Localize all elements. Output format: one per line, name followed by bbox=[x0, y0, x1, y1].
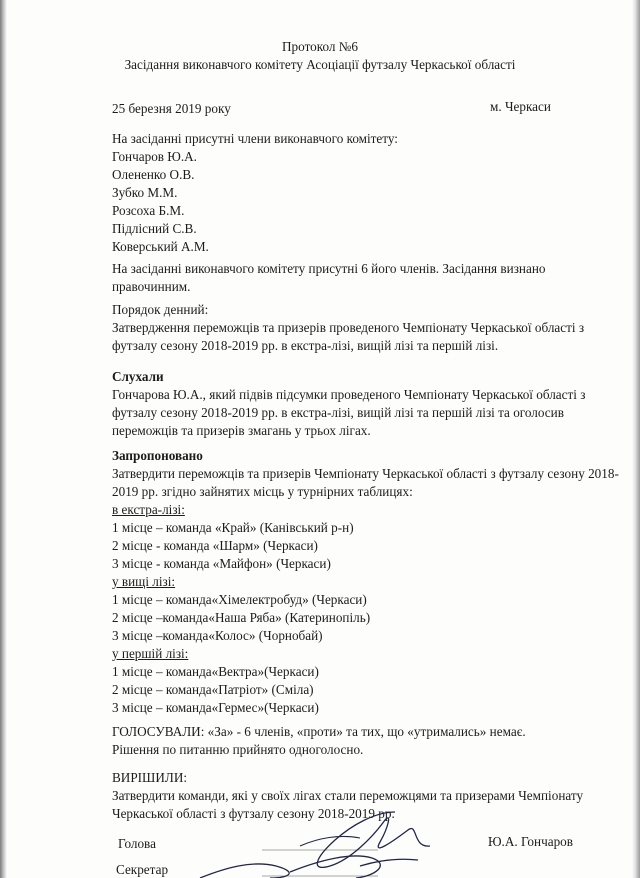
heard-text: футзалу сезону 2018-2019 рр. в екстра-лізі, вищій лізі та першій лізі та оголосив bbox=[112, 405, 564, 420]
proposed-heading: Запропоновано bbox=[112, 448, 203, 463]
document-city: м. Черкаси bbox=[490, 99, 551, 114]
place-entry: 2 місце - команда «Шарм» (Черкаси) bbox=[112, 538, 318, 553]
place-entry: 3 місце – команда«Гермес»(Черкаси) bbox=[112, 700, 319, 715]
quorum-text: На засіданні виконавчого комітету присутні 6 його членів. Засідання визнано bbox=[112, 261, 546, 276]
attendance-intro: На засіданні присутні члени виконавчого комітету: bbox=[112, 131, 398, 146]
member-name: Гончаров Ю.А. bbox=[112, 149, 197, 164]
member-name: Підлісний С.В. bbox=[112, 221, 197, 236]
decision-text: Черкаської області з футзалу сезону 2018-2019 рр. bbox=[112, 806, 395, 821]
heard-heading: Слухали bbox=[112, 369, 164, 384]
document-subtitle: Засідання виконавчого комітету Асоціації футзалу Черкаської області bbox=[124, 57, 516, 72]
place-entry: 2 місце –команда«Наша Ряба» (Катеринопіль) bbox=[112, 610, 371, 625]
chair-name: Ю.А. Гончаров bbox=[488, 834, 573, 849]
agenda-text: Затвердження переможців та призерів проведеного Чемпіонату Черкаської області з bbox=[112, 320, 585, 335]
member-name: Коверський А.М. bbox=[112, 239, 209, 254]
league-name: у вищі лізі: bbox=[112, 574, 176, 589]
member-name: Розсоха Б.М. bbox=[112, 203, 185, 218]
decision-text: Затвердити команди, які у своїх лігах стали переможцями та призерами Чемпіонату bbox=[112, 788, 584, 803]
chair-label: Голова bbox=[118, 836, 156, 851]
chair-signature-stroke bbox=[300, 836, 360, 846]
quorum-text: правочинним. bbox=[112, 279, 191, 294]
document-date: 25 березня 2019 року bbox=[112, 101, 231, 116]
secretary-signature bbox=[200, 856, 418, 878]
proposed-text: 2019 рр. згідно зайнятих місць у турнірних таблицях: bbox=[112, 484, 413, 499]
vote-text: Рішення по питанню прийнято одноголосно. bbox=[112, 742, 364, 757]
heard-text: Гончарова Ю.А., який підвів підсумки проведеного Чемпіонату Черкаської області з bbox=[112, 387, 586, 402]
place-entry: 3 місце - команда «Майфон» (Черкаси) bbox=[112, 556, 331, 571]
league-name: в екстра-лізі: bbox=[112, 502, 185, 517]
scan-edge-left bbox=[0, 0, 7, 878]
proposed-text: Затвердити переможців та призерів Чемпіонату Черкаської області з футзалу сезону 2018- bbox=[112, 466, 619, 481]
scan-edge-right bbox=[632, 0, 640, 878]
vote-text: ГОЛОСУВАЛИ: «За» - 6 членів, «проти» та тих, що «утримались» немає. bbox=[112, 724, 526, 739]
place-entry: 1 місце – команда «Край» (Канівський р-н) bbox=[112, 520, 354, 535]
league-name: у першій лізі: bbox=[112, 646, 189, 661]
place-entry: 2 місце – команда«Патріот» (Сміла) bbox=[112, 682, 314, 697]
document-title: Протокол №6 bbox=[282, 39, 358, 54]
place-entry: 1 місце – команда«Вектра»(Черкаси) bbox=[112, 664, 319, 679]
member-name: Зубко М.М. bbox=[112, 185, 178, 200]
agenda-text: футзалу сезону 2018-2019 рр. в екстра-лізі, вищій лізі та першій лізі. bbox=[112, 338, 499, 353]
decision-heading: ВИРІШИЛИ: bbox=[112, 770, 188, 785]
agenda-heading: Порядок денний: bbox=[112, 302, 209, 317]
place-entry: 3 місце –команда«Колос» (Чорнобай) bbox=[112, 628, 323, 643]
secretary-label: Секретар bbox=[116, 862, 169, 877]
heard-text: переможців та призерів змагань у трьох лігах. bbox=[112, 423, 371, 438]
place-entry: 1 місце – команда«Хімелектробуд» (Черкаси) bbox=[112, 592, 367, 607]
member-name: Оленeнко О.В. bbox=[112, 167, 195, 182]
